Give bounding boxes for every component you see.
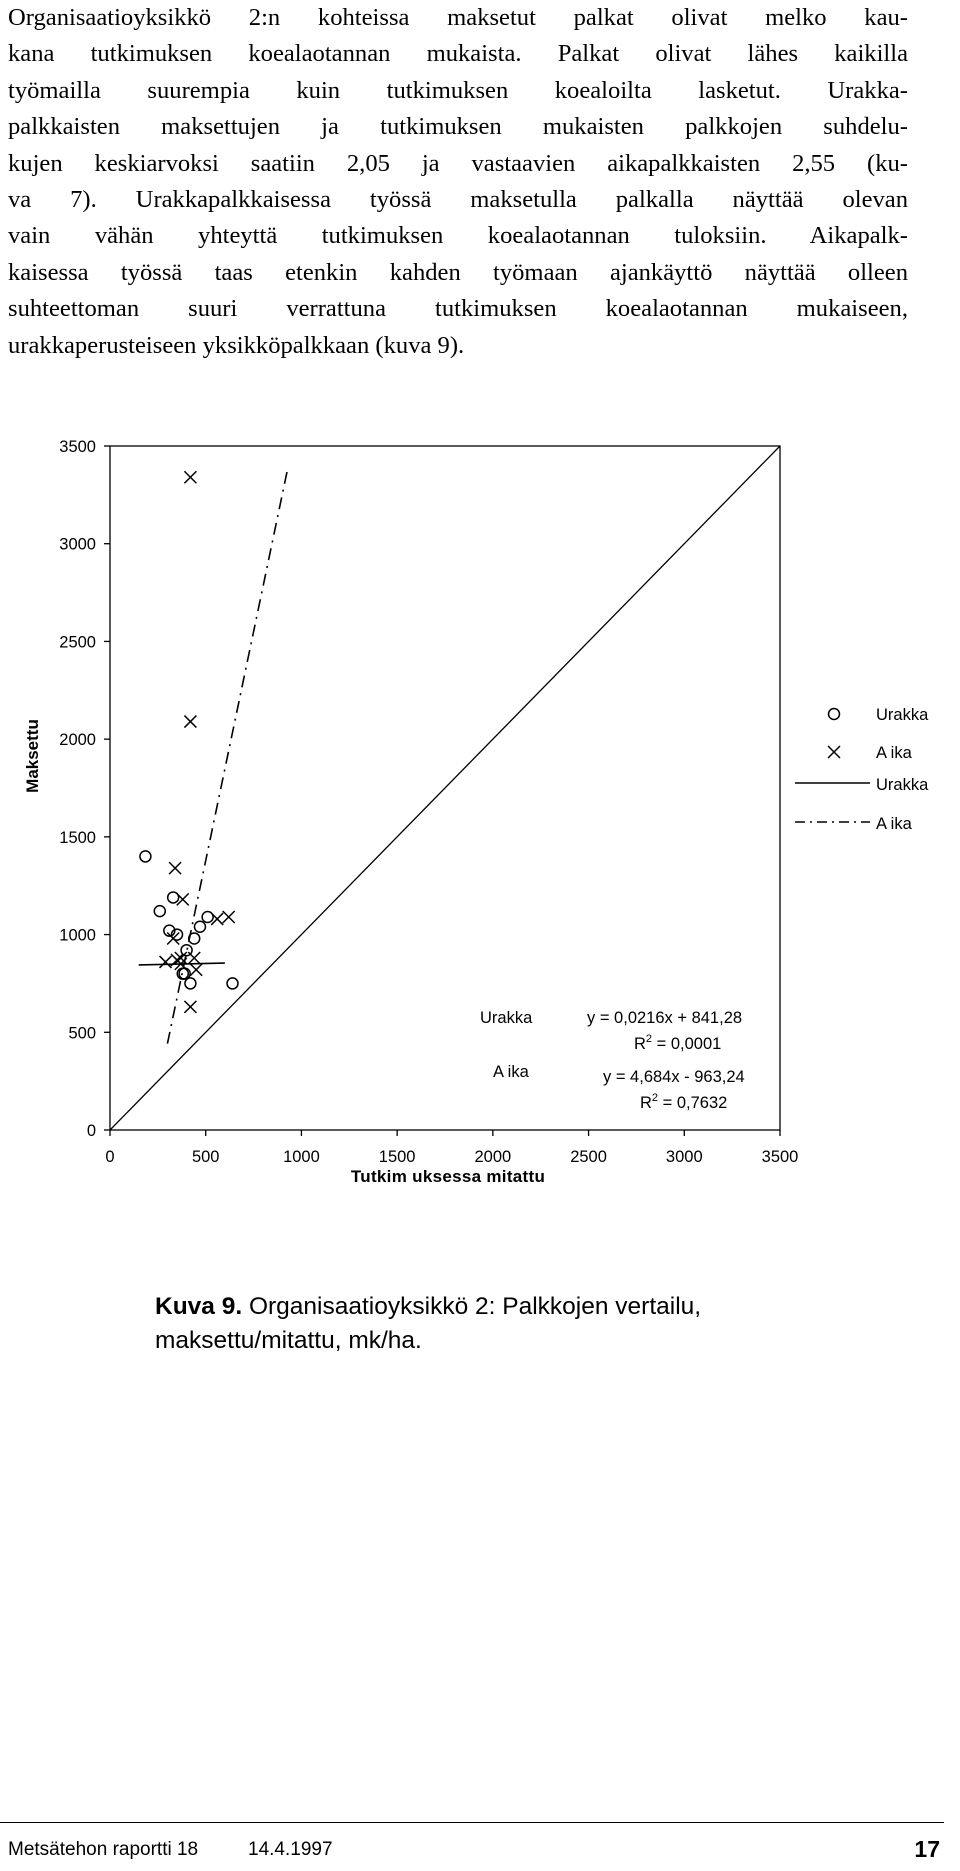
legend bbox=[795, 690, 950, 885]
data-point-x bbox=[188, 952, 200, 964]
data-point-x bbox=[184, 1001, 196, 1013]
body-line: kana tutkimuksen koealaotannan mukaista. Palkat olivat lähes kaikilla bbox=[8, 40, 908, 68]
caption-text: Organisaatioyksikkö 2: Palkkojen vertailu, bbox=[242, 1293, 702, 1320]
y-axis-label: Maksettu bbox=[23, 719, 42, 793]
legend-label: A ika bbox=[876, 815, 912, 833]
y-tick-label: 1000 bbox=[59, 926, 96, 945]
x-tick-label: 3000 bbox=[665, 1148, 703, 1166]
body-line: työmailla suurempia kuin tutkimuksen koealoilta lasketut. Urakka- bbox=[8, 76, 908, 104]
x-axis-label: Tutkim uksessa mitattu bbox=[350, 1167, 546, 1186]
data-point-x bbox=[184, 716, 196, 728]
page-footer bbox=[8, 1836, 940, 1867]
equation-box bbox=[480, 1009, 745, 1112]
data-point-circle bbox=[194, 921, 205, 932]
y-tick-label: 500 bbox=[68, 1024, 96, 1043]
legend-label: Urakka bbox=[876, 706, 929, 724]
legend-x-marker bbox=[828, 746, 840, 758]
x-tick-label: 2500 bbox=[570, 1148, 607, 1166]
legend-label: Urakka bbox=[876, 776, 929, 794]
x-tick-label: 500 bbox=[191, 1148, 220, 1166]
data-point-x bbox=[160, 956, 172, 968]
body-line: palkkaisten maksettujen ja tutkimuksen mukaisten palkkojen suhdelu- bbox=[8, 113, 908, 141]
legend-circle bbox=[829, 709, 840, 720]
y-ticks bbox=[59, 440, 110, 1140]
data-point-circle bbox=[189, 933, 200, 944]
legend-x bbox=[828, 746, 840, 758]
caption-label: Kuva 9. bbox=[155, 1293, 243, 1320]
r-squared: $R^2 = 0,7632$ bbox=[640, 1092, 728, 1112]
body-line: va 7). Urakkapalkkaisessa työssä maksetulla palkalla näyttää olevan bbox=[8, 186, 908, 214]
x-tick-label: 1500 bbox=[378, 1148, 416, 1166]
data-point-x bbox=[223, 911, 235, 923]
scatter-chart bbox=[0, 440, 960, 1210]
body-line: urakkaperusteiseen yksikköpalkkaan (kuva 9). bbox=[8, 331, 465, 359]
caption-text-line2: maksettu/mitattu, mk/ha. bbox=[155, 1327, 422, 1354]
data-point-circle bbox=[154, 906, 165, 917]
x-tick-label: 3500 bbox=[761, 1148, 799, 1166]
data-point-x bbox=[184, 471, 196, 483]
legend-circle-marker bbox=[829, 709, 840, 720]
figure-caption bbox=[155, 1290, 875, 1358]
data-point-x bbox=[169, 862, 181, 874]
trendline-dashdot bbox=[167, 467, 288, 1044]
equation-text: y = 0,0216x + 841,28 bbox=[587, 1009, 743, 1027]
y-tick-label: 2000 bbox=[59, 731, 96, 750]
legend-label: A ika bbox=[876, 744, 912, 762]
y-tick-label: 0 bbox=[86, 1122, 96, 1140]
body-line: kaisessa työssä taas etenkin kahden työmaan ajankäyttö näyttää olleen bbox=[8, 258, 908, 286]
y-tick-label: 3500 bbox=[59, 440, 96, 456]
equation-series-label: Urakka bbox=[480, 1009, 533, 1027]
data-points bbox=[140, 471, 238, 1013]
x-tick-label: 2000 bbox=[474, 1148, 512, 1166]
data-point-circle bbox=[227, 978, 238, 989]
x-ticks bbox=[105, 1130, 798, 1166]
y-tick-label: 3000 bbox=[59, 535, 96, 554]
data-point-x bbox=[190, 964, 202, 976]
data-point-circle bbox=[140, 851, 151, 862]
body-line: vain vähän yhteyttä tutkimuksen koealaotannan tuloksiin. Aikapalk- bbox=[8, 222, 908, 250]
body-paragraph bbox=[8, 0, 908, 364]
body-line: suhteettoman suuri verrattuna tutkimuksen koealaotannan mukaiseen, bbox=[8, 295, 908, 323]
page-number: 17 bbox=[914, 1836, 940, 1862]
footer-rule bbox=[0, 1822, 944, 1823]
report-date: 14.4.1997 bbox=[248, 1839, 333, 1860]
body-line: kujen keskiarvoksi saatiin 2,05 ja vastaavien aikapalkkaisten 2,55 (ku- bbox=[8, 149, 908, 177]
body-line: Organisaatioyksikkö 2:n kohteissa maksetut palkat olivat melko kau- bbox=[8, 4, 908, 31]
x-tick-label: 0 bbox=[105, 1148, 115, 1166]
r-squared: $R^2 = 0,0001$ bbox=[634, 1033, 722, 1053]
x-tick-label: 1000 bbox=[283, 1148, 320, 1166]
y-tick-label: 1500 bbox=[59, 828, 96, 847]
y-tick-label: 2500 bbox=[59, 633, 96, 652]
equation-series-label: A ika bbox=[493, 1063, 529, 1081]
report-name: Metsätehon raportti 18 bbox=[8, 1839, 199, 1860]
diagonal-line bbox=[110, 446, 780, 1130]
equation-text: y = 4,684x - 963,24 bbox=[603, 1068, 745, 1086]
